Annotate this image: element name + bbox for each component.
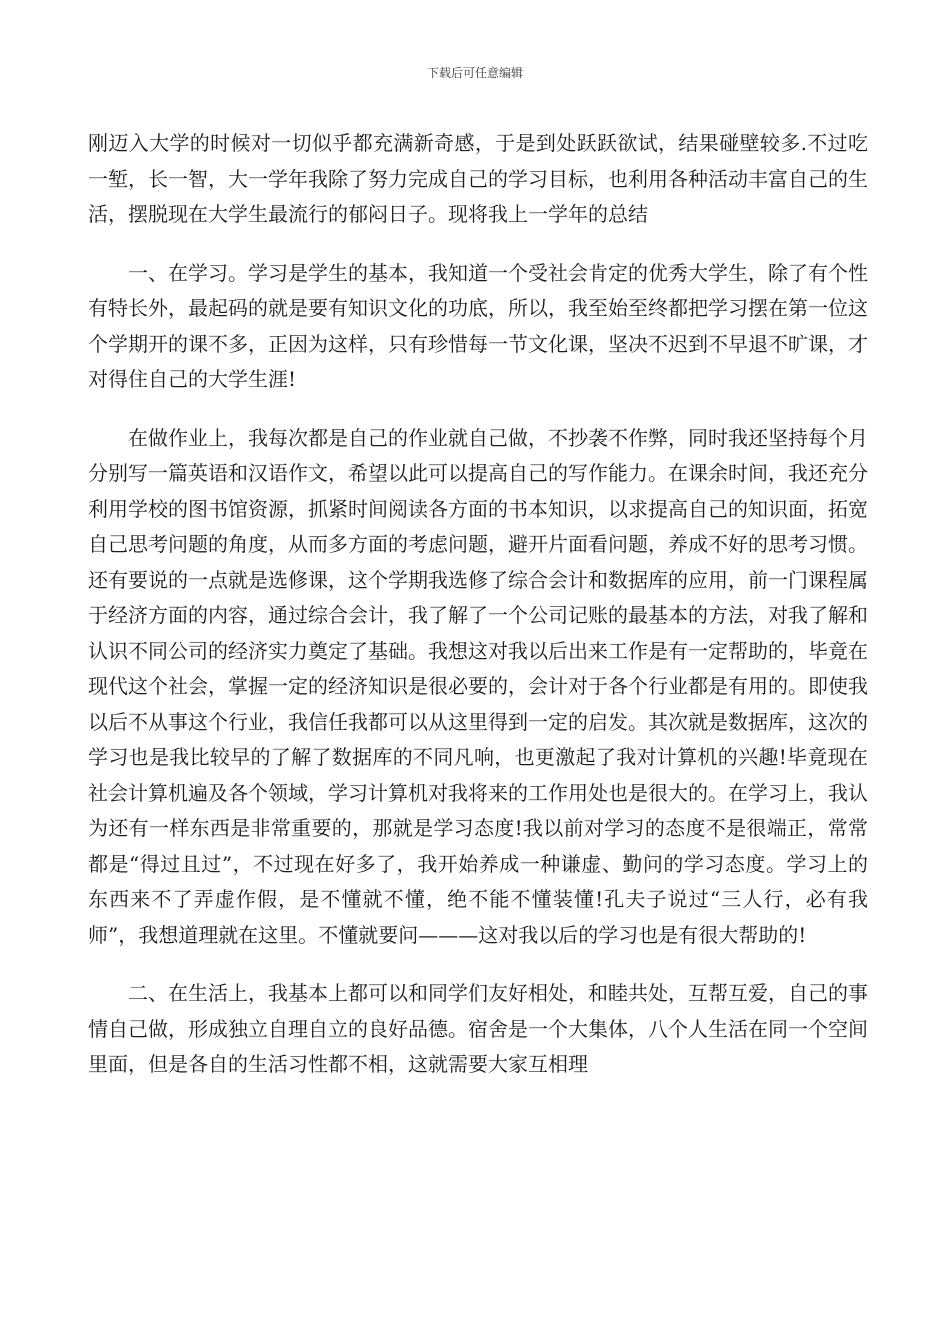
page-header: 下载后可任意编辑 — [426, 66, 523, 80]
paragraph-life: 二、在生活上，我基本上都可以和同学们友好相处，和睦共处，互帮互爱，自己的事情自己做，形成独立自理自立的良好品德。宿舍是一个大集体，八个人生活在同一个空间里面，但是各自的生活习性都不相，这就需要大家互相理 — [88, 981, 868, 1076]
document-body — [88, 126, 868, 1083]
paragraph-gap — [88, 233, 868, 256]
paragraph-homework: 在做作业上，我每次都是自己的作业就自己做，不抄袭不作弊，同时我还坚持每个月分别写一篇英语和汉语作文，希望以此可以提高自己的写作能力。在课余时间，我还充分利用学校的图书馆资源，抓紧时间阅读各方面的书本知识，以求提高自己的知识面，拓宽自己思考问题的角度，从而多方面的考虑问题，避开片面看问题，养成不好的思考习惯。还有要说的一点就是选修课，这个学期我选修了综合会计和数据库的应用，前一门课程属于经济方面的内容，通过综合会计，我了解了一个公司记账的最基本的方法，对我了解和认识不同公司的经济实力奠定了基础。我想这对我以后出来工作是有一定帮助的，毕竟在现代这个社会，掌握一定的经济知识是很必要的，会计对于各个行业都是有用的。即使我以后不从事这个行业，我信任我都可以从这里得到一定的启发。其次就是数据库，这次的学习也是我比较早的了解了数据库的不同凡响，也更激起了我对计算机的兴趣!毕竟现在社会计算机遍及各个领域，学习计算机对我将来的工作用处也是很大的。在学习上，我认为还有一样东西是非常重要的，那就是学习态度!我以前对学习的态度不是很端正，常常都是“得过且过”，不过现在好多了，我开始养成一种谦虚、勤问的学习态度。学习上的东西来不了弄虚作假，是不懂就不懂，绝不能不懂装懂!孔夫子说过“三人行，必有我师”，我想道理就在这里。不懂就要问———这对我以后的学习也是有很大帮助的! — [88, 425, 868, 947]
paragraph-intro: 刚迈入大学的时候对一切似乎都充满新奇感，于是到处跃跃欲试，结果碰壁较多.不过吃一堑，长一智，大一学年我除了努力完成自己的学习目标，也利用各种活动丰富自己的生活，摆脱现在大学生最流行的郁闷日子。现将我上一学年的总结 — [88, 131, 868, 226]
paragraph-gap — [88, 398, 868, 421]
paragraph-gap — [88, 953, 868, 976]
paragraph-study: 一、在学习。学习是学生的基本，我知道一个受社会肯定的优秀大学生，除了有个性有特长外，最起码的就是要有知识文化的功底，所以，我至始至终都把学习摆在第一位这个学期开的课不多，正因为这样，只有珍惜每一节文化课，坚决不迟到不早退不旷课，才对得住自己的大学生涯! — [88, 260, 868, 391]
